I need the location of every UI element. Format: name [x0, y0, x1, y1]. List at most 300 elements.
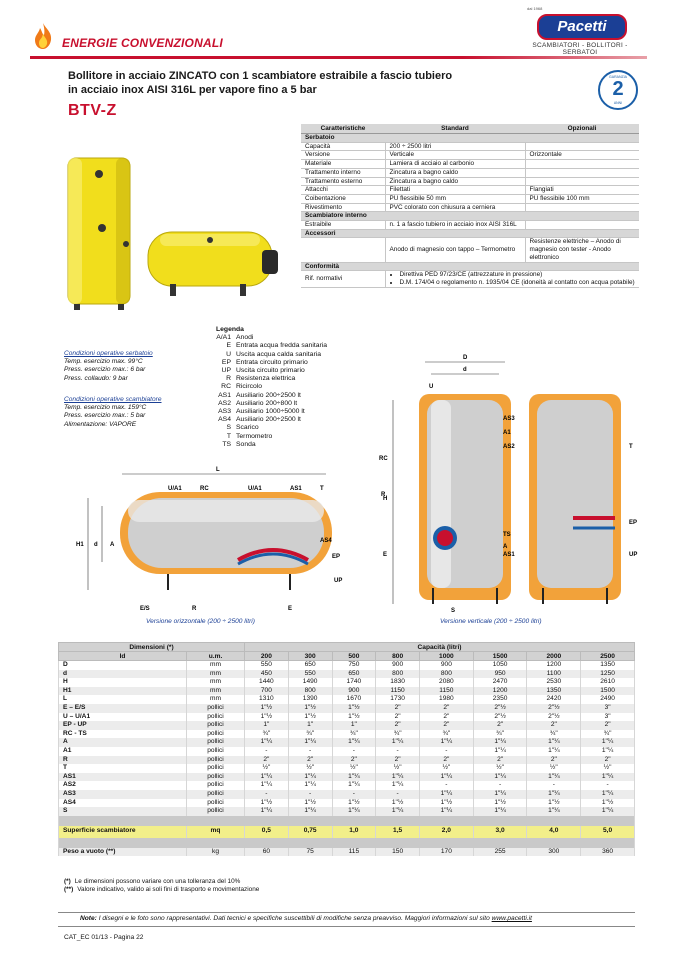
- dims-value: 2": [420, 713, 474, 722]
- spec-row: [301, 221, 639, 230]
- dims-value: 1"¼: [288, 781, 332, 790]
- dims-value: 115: [332, 848, 376, 857]
- legend-desc: Uscita acqua calda sanitaria: [236, 350, 322, 358]
- dims-header-capacity: Capacità (litri): [245, 643, 635, 652]
- dims-value: 1"¼: [376, 773, 420, 782]
- website-link[interactable]: www.pacetti.it: [491, 915, 532, 922]
- dims-value: -: [420, 747, 474, 756]
- dims-value: ¾": [376, 730, 420, 739]
- footer-divider: [58, 912, 635, 913]
- spec-cell: Estraibile: [301, 221, 385, 230]
- dims-value: 2": [288, 756, 332, 765]
- dims-value: 1"¼: [473, 807, 527, 816]
- dims-value: 1"¼: [245, 738, 289, 747]
- port-t-label: T: [320, 486, 324, 492]
- dims-header-um: u.m.: [187, 652, 245, 661]
- tank-conditions-title: Condizioni operative serbatoio: [64, 350, 153, 357]
- port-as4-label: AS4: [320, 538, 332, 544]
- legend-item: [206, 416, 327, 424]
- table-row: [59, 730, 635, 739]
- port-ua1-left-label: U/A1: [168, 486, 182, 492]
- dims-um: mq: [187, 826, 245, 838]
- tank-condition-line: Temp. esercizio max. 99°C: [64, 358, 143, 366]
- spec-cell: Materiale: [301, 160, 385, 169]
- dims-value: 2": [376, 756, 420, 765]
- note-marker: (**): [64, 886, 74, 894]
- dim-d-lower-label: d: [463, 367, 467, 373]
- dims-um: pollici: [187, 799, 245, 808]
- vertical-caption: Versione verticale (200 ÷ 2500 litri): [440, 618, 542, 625]
- legend-desc: Ausiliario 200÷800 lt: [236, 399, 298, 407]
- port-e-label: E: [288, 606, 293, 612]
- dims-id: S: [59, 807, 187, 816]
- dims-value: 3": [581, 713, 635, 722]
- legend-item: [206, 433, 327, 441]
- legend-item: [206, 424, 327, 432]
- dims-um: pollici: [187, 781, 245, 790]
- port-r-v-label: R: [381, 492, 386, 498]
- dims-um: mm: [187, 678, 245, 687]
- dims-um: mm: [187, 687, 245, 696]
- dims-value: 1740: [332, 678, 376, 687]
- dims-value: 700: [245, 687, 289, 696]
- dim-h-label: H: [383, 496, 388, 502]
- warranty-badge: [598, 70, 638, 110]
- dims-value: ½": [527, 764, 581, 773]
- dims-value: 1"¼: [527, 738, 581, 747]
- exchanger-condition-line: Temp. esercizio max. 159°C: [64, 404, 147, 412]
- vertical-tank-photo: [64, 152, 134, 312]
- weight-row: [59, 848, 635, 857]
- dims-id: E – E/S: [59, 704, 187, 713]
- dims-value: 1"½: [245, 713, 289, 722]
- dims-value: 750: [332, 661, 376, 670]
- dims-value: 1"¼: [420, 773, 474, 782]
- spec-bullet: • Direttiva PED 97/23/CE (attrezzature in pressione): [400, 271, 636, 279]
- port-rc-v-label: RC: [379, 456, 388, 462]
- spec-cell: PVC colorato con chiusura a cerniera: [385, 203, 525, 212]
- dims-value: 650: [332, 670, 376, 679]
- dims-value: 2420: [527, 695, 581, 704]
- table-row: [59, 747, 635, 756]
- spec-group-name: Scambiatore interno: [301, 212, 639, 221]
- spec-cell: Rivestimento: [301, 203, 385, 212]
- exchanger-conditions: [64, 396, 162, 429]
- dims-value: 2": [376, 713, 420, 722]
- spec-cell: Lamiera di acciaio al carbonio: [385, 160, 525, 169]
- legend-item: [206, 351, 327, 359]
- spec-table: [301, 124, 639, 288]
- dims-value: 300: [527, 848, 581, 857]
- note-row: [64, 878, 259, 886]
- port-as2-label: AS2: [503, 444, 515, 450]
- dims-value: ¾": [332, 730, 376, 739]
- dims-value: 1"¼: [527, 807, 581, 816]
- table-row: [59, 721, 635, 730]
- port-u-label: U: [429, 384, 434, 390]
- dims-value: 2": [376, 721, 420, 730]
- brand-logo: [515, 6, 645, 56]
- note-text: Le dimensioni possono variare con una tolleranza del 10%: [74, 878, 241, 885]
- dims-value: 1"¼: [473, 773, 527, 782]
- table-row: [59, 687, 635, 696]
- dims-value: 1"¼: [245, 807, 289, 816]
- spec-cell: [525, 160, 639, 169]
- dims-value: 2": [245, 756, 289, 765]
- legend-desc: Uscita circuito primario: [236, 367, 305, 375]
- spec-header-optional: Opzionali: [525, 124, 639, 134]
- spec-cell: PU flessibile 50 mm: [385, 194, 525, 203]
- port-r-label: R: [192, 606, 197, 612]
- dims-header-capacity-col: 2500: [581, 652, 635, 661]
- legend-code: UP: [221, 367, 231, 375]
- dims-header-id: Id: [59, 652, 187, 661]
- legend-code: S: [226, 424, 231, 432]
- port-ep-label: EP: [332, 554, 341, 560]
- table-row: [59, 773, 635, 782]
- dim-l-label: L: [216, 467, 220, 473]
- table-row: [59, 704, 635, 713]
- dims-value: 2080: [420, 678, 474, 687]
- legend-item: [206, 367, 327, 375]
- exchanger-condition-line: Press. esercizio max.: 5 bar: [64, 412, 146, 420]
- dims-value: 0,75: [288, 826, 332, 838]
- legend-code: TS: [222, 440, 231, 448]
- dims-value: 1"¼: [581, 773, 635, 782]
- spec-cell: Trattamento esterno: [301, 177, 385, 186]
- legend-code: T: [226, 432, 231, 440]
- dims-id: EP - UP: [59, 721, 187, 730]
- dims-value: 2530: [527, 678, 581, 687]
- dims-value: 2": [420, 756, 474, 765]
- legend-code: E: [226, 342, 231, 350]
- spec-cell: Capacità: [301, 142, 385, 151]
- legend-code: AS1: [218, 391, 231, 399]
- dims-value: 1440: [245, 678, 289, 687]
- port-up-v-label: UP: [629, 552, 638, 558]
- dims-value: 1"¼: [245, 773, 289, 782]
- dims-value: 1"½: [581, 799, 635, 808]
- spec-group-row: [301, 229, 639, 238]
- dims-value: 1"¼: [581, 790, 635, 799]
- dims-value: -: [527, 781, 581, 790]
- dims-value: 1150: [376, 687, 420, 696]
- spec-cell: Anodo di magnesio con tappo – Termometro: [385, 238, 525, 262]
- dims-value: 1"¼: [527, 773, 581, 782]
- spec-cell: Versione: [301, 151, 385, 160]
- table-row: [59, 799, 635, 808]
- legend-item: [206, 392, 327, 400]
- port-es-label: E/S: [140, 606, 150, 612]
- dims-header-capacity-col: 1500: [473, 652, 527, 661]
- legend-item: [206, 408, 327, 416]
- section-title: ENERGIE CONVENZIONALI: [62, 36, 223, 50]
- dims-value: ¾": [420, 730, 474, 739]
- tank-condition-line: Press. collaudo: 9 bar: [64, 374, 128, 382]
- dims-id: A: [59, 738, 187, 747]
- dims-value: ½": [288, 764, 332, 773]
- dims-value: 1"¼: [420, 738, 474, 747]
- dims-value: 60: [245, 848, 289, 857]
- dims-value: 2": [581, 721, 635, 730]
- spec-cell: Zincatura a bagno caldo: [385, 168, 525, 177]
- tank-conditions: [64, 350, 153, 383]
- dims-value: 1200: [473, 687, 527, 696]
- legend-item: [206, 334, 327, 342]
- exchanger-condition-line: Alimentazione: VAPORE: [64, 420, 137, 428]
- legend-desc: Scarico: [236, 424, 259, 432]
- dims-value: ¾": [473, 730, 527, 739]
- spec-row: [301, 160, 639, 169]
- spec-row: [301, 238, 639, 262]
- tank-condition-line: Press. esercizio max.: 6 bar: [64, 366, 146, 374]
- dims-value: 360: [581, 848, 635, 857]
- dims-value: 900: [332, 687, 376, 696]
- dims-value: 1"½: [288, 799, 332, 808]
- dims-um: pollici: [187, 704, 245, 713]
- dims-value: -: [473, 781, 527, 790]
- legend-item: [206, 375, 327, 383]
- horizontal-tank-photo: [140, 226, 280, 300]
- dims-value: 2"½: [473, 704, 527, 713]
- spec-bullet-list: [400, 271, 636, 286]
- spec-row: [301, 177, 639, 186]
- dims-header-capacity-col: 500: [332, 652, 376, 661]
- dims-value: ¾": [527, 730, 581, 739]
- dims-id: Superficie scambiatore: [59, 826, 187, 838]
- table-row: [59, 738, 635, 747]
- spec-cell: [525, 177, 639, 186]
- dims-separator-cell: [59, 816, 635, 826]
- dims-value: 1"½: [473, 799, 527, 808]
- dims-separator-cell: [59, 838, 635, 848]
- dims-separator: [59, 816, 635, 826]
- port-ts-label: TS: [503, 532, 511, 538]
- dims-value: -: [332, 790, 376, 799]
- spec-cell: [525, 221, 639, 230]
- spec-cell: n. 1 a fascio tubiero in acciaio inox AISI 316L: [385, 221, 525, 230]
- dims-value: ¾": [245, 730, 289, 739]
- dims-value: 550: [288, 670, 332, 679]
- dims-value: 800: [288, 687, 332, 696]
- dims-value: 3": [581, 704, 635, 713]
- spec-row: [301, 203, 639, 212]
- dims-um: pollici: [187, 738, 245, 747]
- spec-bullet: • D.M. 174/04 o regolamento n. 1935/04 CE (idoneità al contatto con acqua potabile): [400, 279, 636, 287]
- dims-um: pollici: [187, 713, 245, 722]
- dims-value: 1490: [288, 678, 332, 687]
- spec-cell: Flangiati: [525, 186, 639, 195]
- warranty-years: 2: [612, 78, 624, 100]
- legend-desc: Resistenza elettrica: [236, 375, 296, 383]
- dims-value: 5,0: [581, 826, 635, 838]
- dims-value: 2490: [581, 695, 635, 704]
- dims-value: 2": [473, 756, 527, 765]
- spec-cell: Orizzontale: [525, 151, 639, 160]
- dims-value: 0,5: [245, 826, 289, 838]
- dims-um: pollici: [187, 773, 245, 782]
- dims-value: 1"¼: [473, 738, 527, 747]
- product-title-line2: in acciaio inox AISI 316L per vapore fino a 5 bar: [68, 84, 317, 96]
- dims-value: 1"¼: [420, 790, 474, 799]
- note-marker: (*): [64, 878, 71, 885]
- spec-cell: 200 ÷ 2500 litri: [385, 142, 525, 151]
- dims-id: d: [59, 670, 187, 679]
- footer-note-text: I disegni e le foto sono rappresentativi. Dati tecnici e specifiche suscettibili di modifiche senza preavviso. Maggiori informazioni sul sito: [98, 915, 490, 922]
- page-header: [0, 0, 677, 62]
- spec-header-features: Caratteristiche: [301, 124, 385, 134]
- dims-value: ½": [581, 764, 635, 773]
- dims-value: 255: [473, 848, 527, 857]
- dims-um: pollici: [187, 807, 245, 816]
- spec-group-name: Serbatoio: [301, 134, 639, 143]
- dims-value: -: [288, 790, 332, 799]
- spec-group-row: [301, 212, 639, 221]
- dims-value: 1"¼: [527, 747, 581, 756]
- spec-cell: Verticale: [385, 151, 525, 160]
- spec-bullets-cell: [385, 271, 639, 287]
- port-e-v-label: E: [383, 552, 388, 558]
- port-as1-v-label: AS1: [503, 552, 515, 558]
- header-divider: [30, 56, 647, 59]
- dims-value: -: [581, 781, 635, 790]
- port-up-label: UP: [334, 578, 343, 584]
- dims-value: 1"¼: [288, 807, 332, 816]
- table-row: [59, 678, 635, 687]
- note-text: Valore indicativo, valido ai soli fini di trasporto e movimentazione: [77, 886, 260, 894]
- dims-value: 1"½: [376, 799, 420, 808]
- port-rc-label: RC: [200, 486, 209, 492]
- legend-desc: Termometro: [236, 432, 273, 440]
- port-as3-label: AS3: [503, 416, 515, 422]
- dims-um: mm: [187, 670, 245, 679]
- spec-row: [301, 168, 639, 177]
- dims-value: 1730: [376, 695, 420, 704]
- legend-desc: Entrata acqua fredda sanitaria: [236, 342, 328, 350]
- dims-value: 2"½: [527, 713, 581, 722]
- spec-cell: Trattamento interno: [301, 168, 385, 177]
- dims-value: ½": [473, 764, 527, 773]
- dims-value: 2": [420, 704, 474, 713]
- dims-id: L: [59, 695, 187, 704]
- dims-header-capacity-col: 200: [245, 652, 289, 661]
- warranty-top: GARANZIA: [609, 75, 627, 79]
- dims-value: 150: [376, 848, 420, 857]
- dims-value: 2": [527, 721, 581, 730]
- dims-value: 3,0: [473, 826, 527, 838]
- dims-value: 1100: [527, 670, 581, 679]
- legend-desc: Anodi: [236, 334, 254, 342]
- footer-divider: [58, 926, 635, 927]
- table-row: [59, 807, 635, 816]
- dims-value: 2,0: [420, 826, 474, 838]
- spec-cell: Coibentazione: [301, 194, 385, 203]
- dims-value: 1"¼: [332, 781, 376, 790]
- legend-code: U: [226, 350, 231, 358]
- dims-value: 1980: [420, 695, 474, 704]
- dims-id: AS4: [59, 799, 187, 808]
- dims-value: -: [376, 747, 420, 756]
- legend-desc: Ausiliario 200÷2500 lt: [236, 391, 301, 399]
- spec-cell: [525, 168, 639, 177]
- spec-cell: Filettati: [385, 186, 525, 195]
- dims-value: 1500: [581, 687, 635, 696]
- dims-value: 800: [376, 670, 420, 679]
- legend-desc: Ricircolo: [236, 383, 263, 391]
- spec-cell: Zincatura a bagno caldo: [385, 177, 525, 186]
- dims-value: 1"½: [332, 799, 376, 808]
- dims-um: kg: [187, 848, 245, 857]
- legend-item: [206, 342, 327, 350]
- dims-value: 1,5: [376, 826, 420, 838]
- spec-cell: Resistenze elettriche – Anodo di magnesio con tester - Anodo elettronico: [525, 238, 639, 262]
- dims-value: 1"¼: [376, 781, 420, 790]
- dims-value: 1"¼: [332, 773, 376, 782]
- legend-code: AS4: [218, 416, 231, 424]
- dims-value: 650: [288, 661, 332, 670]
- spec-cell: Attacchi: [301, 186, 385, 195]
- dims-value: 1350: [581, 661, 635, 670]
- legend-code: AS3: [218, 408, 231, 416]
- dims-value: 1"¼: [581, 807, 635, 816]
- surface-row: [59, 826, 635, 838]
- spec-row: [301, 271, 639, 287]
- dims-id: AS2: [59, 781, 187, 790]
- footer-note-label: Note:: [80, 915, 97, 922]
- spec-group-name: Accessori: [301, 229, 639, 238]
- dims-header-capacity-col: 1000: [420, 652, 474, 661]
- dims-value: -: [245, 747, 289, 756]
- dims-value: 1"¼: [581, 747, 635, 756]
- dims-separator: [59, 838, 635, 848]
- dims-value: ½": [376, 764, 420, 773]
- dims-value: 1"½: [527, 799, 581, 808]
- dims-value: 2": [527, 756, 581, 765]
- port-a-label: A: [110, 542, 115, 548]
- port-a1-label: A1: [503, 430, 511, 436]
- dims-value: 550: [245, 661, 289, 670]
- dims-value: 1"½: [420, 799, 474, 808]
- table-row: [59, 670, 635, 679]
- dims-id: H: [59, 678, 187, 687]
- spec-cell: [301, 238, 385, 262]
- port-a-v-label: A: [503, 544, 508, 550]
- dims-value: 900: [420, 661, 474, 670]
- brand-tagline: SCAMBIATORI - BOLLITORI - SERBATOI: [532, 42, 628, 56]
- product-model: BTV-Z: [68, 102, 117, 119]
- dims-value: 1670: [332, 695, 376, 704]
- dims-value: -: [420, 781, 474, 790]
- port-ua1-right-label: U/A1: [248, 486, 262, 492]
- dims-value: 1390: [288, 695, 332, 704]
- exchanger-conditions-title: Condizioni operative scambiatore: [64, 396, 162, 403]
- dims-value: 4,0: [527, 826, 581, 838]
- legend-desc: Entrata circuito primario: [236, 358, 308, 366]
- dims-um: pollici: [187, 730, 245, 739]
- legend-code: AS2: [218, 399, 231, 407]
- dims-value: ½": [245, 764, 289, 773]
- dims-value: 2"½: [527, 704, 581, 713]
- dims-id: AS3: [59, 790, 187, 799]
- dims-value: 1"½: [288, 713, 332, 722]
- legend-title: Legenda: [216, 326, 244, 333]
- dims-um: pollici: [187, 747, 245, 756]
- dims-um: pollici: [187, 764, 245, 773]
- dims-value: 1"¼: [527, 790, 581, 799]
- table-row: [59, 756, 635, 765]
- spec-group-name: Conformità: [301, 262, 639, 271]
- product-title-line1: Bollitore in acciaio ZINCATO con 1 scambiatore estraibile a fascio tubiero: [68, 70, 453, 82]
